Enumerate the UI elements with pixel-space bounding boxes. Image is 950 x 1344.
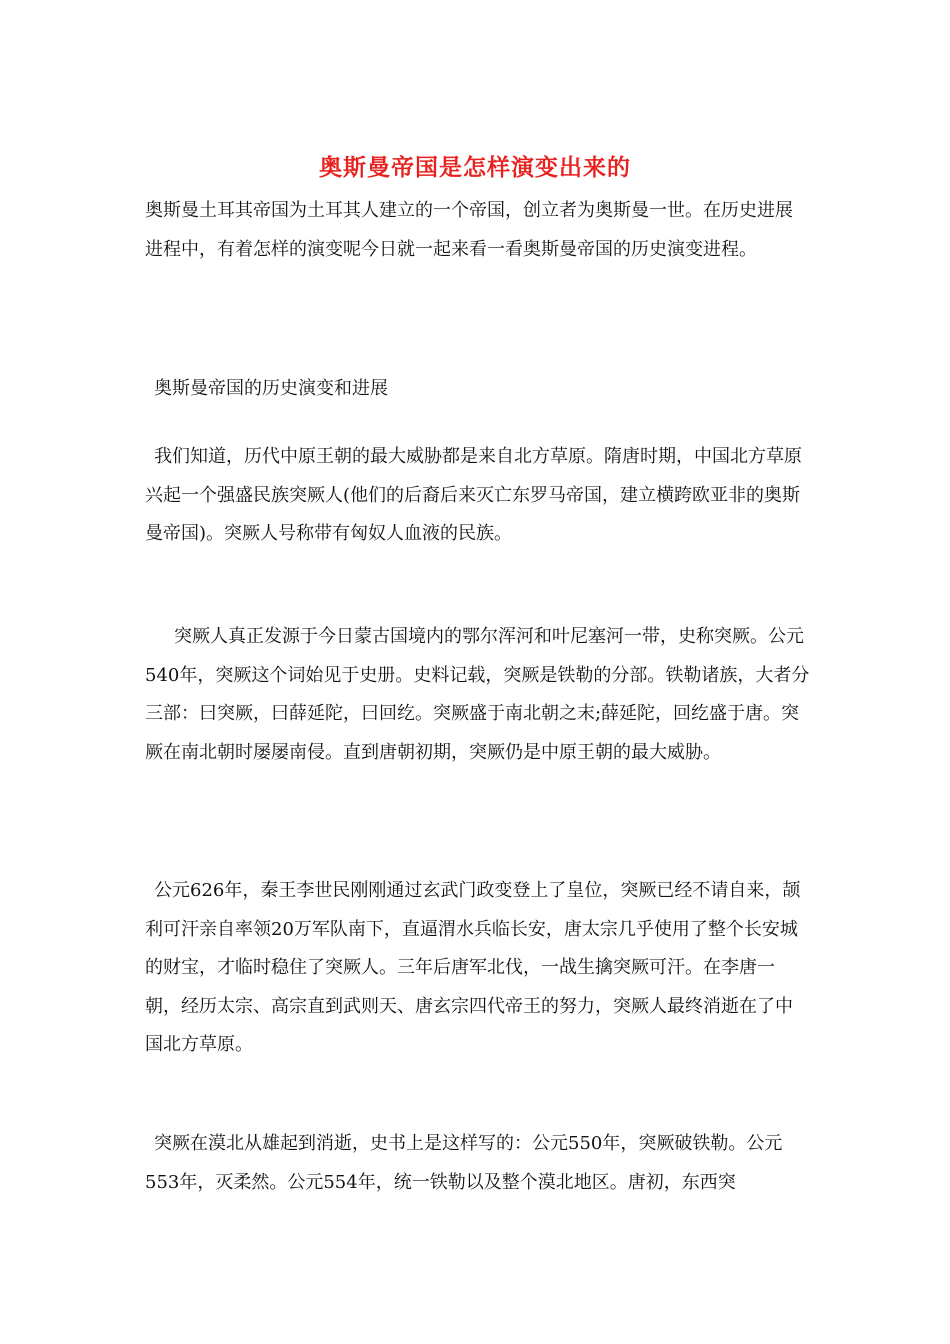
section-heading: 奥斯曼帝国的历史演变和进展 [154,378,388,399]
intro-paragraph: 奥斯曼土耳其帝国为土耳其人建立的一个帝国，创立者为奥斯曼一世。在历史进展进程中，有着怎样的演变呢今日就一起来看一看奥斯曼帝国的历史演变进程。 [145,200,793,260]
body-paragraph-2: 突厥人真正发源于今日蒙古国境内的鄂尔浑河和叶尼塞河一带，史称突厥。公元540年，突厥这个词始见于史册。史料记载，突厥是铁勒的分部。铁勒诸族，大者分三部：曰突厥，曰薛延陀，曰回纥。突厥盛于南北朝之末;薛延陀，回纥盛于唐。突厥在南北朝时屡屡南侵。直到唐朝初期，突厥仍是中原王朝的最大威胁。 [145,626,810,763]
body-paragraph-4: 突厥在漠北从雄起到消逝，史书上是这样写的：公元550年，突厥破铁勒。公元553年，灭柔然。公元554年，统一铁勒以及整个漠北地区。唐初，东西突 [145,1133,783,1193]
document-title: 奥斯曼帝国是怎样演变出来的 [319,154,631,181]
body-paragraph-3: 公元626年，秦王李世民刚刚通过玄武门政变登上了皇位，突厥已经不请自来，颉利可汗亲自率领20万军队南下，直逼渭水兵临长安，唐太宗几乎使用了整个长安城的财宝，才临时稳住了突厥人。三年后唐军北伐，一战生擒突厥可汗。在李唐一朝，经历太宗、高宗直到武则天、唐玄宗四代帝王的努力，突厥人最终消逝在了中国北方草原。 [145,880,801,1055]
body-paragraph-1: 我们知道，历代中原王朝的最大威胁都是来自北方草原。隋唐时期，中国北方草原兴起一个强盛民族突厥人(他们的后裔后来灭亡东罗马帝国，建立横跨欧亚非的奥斯曼帝国)。突厥人号称带有匈奴人血液的民族。 [145,446,802,544]
